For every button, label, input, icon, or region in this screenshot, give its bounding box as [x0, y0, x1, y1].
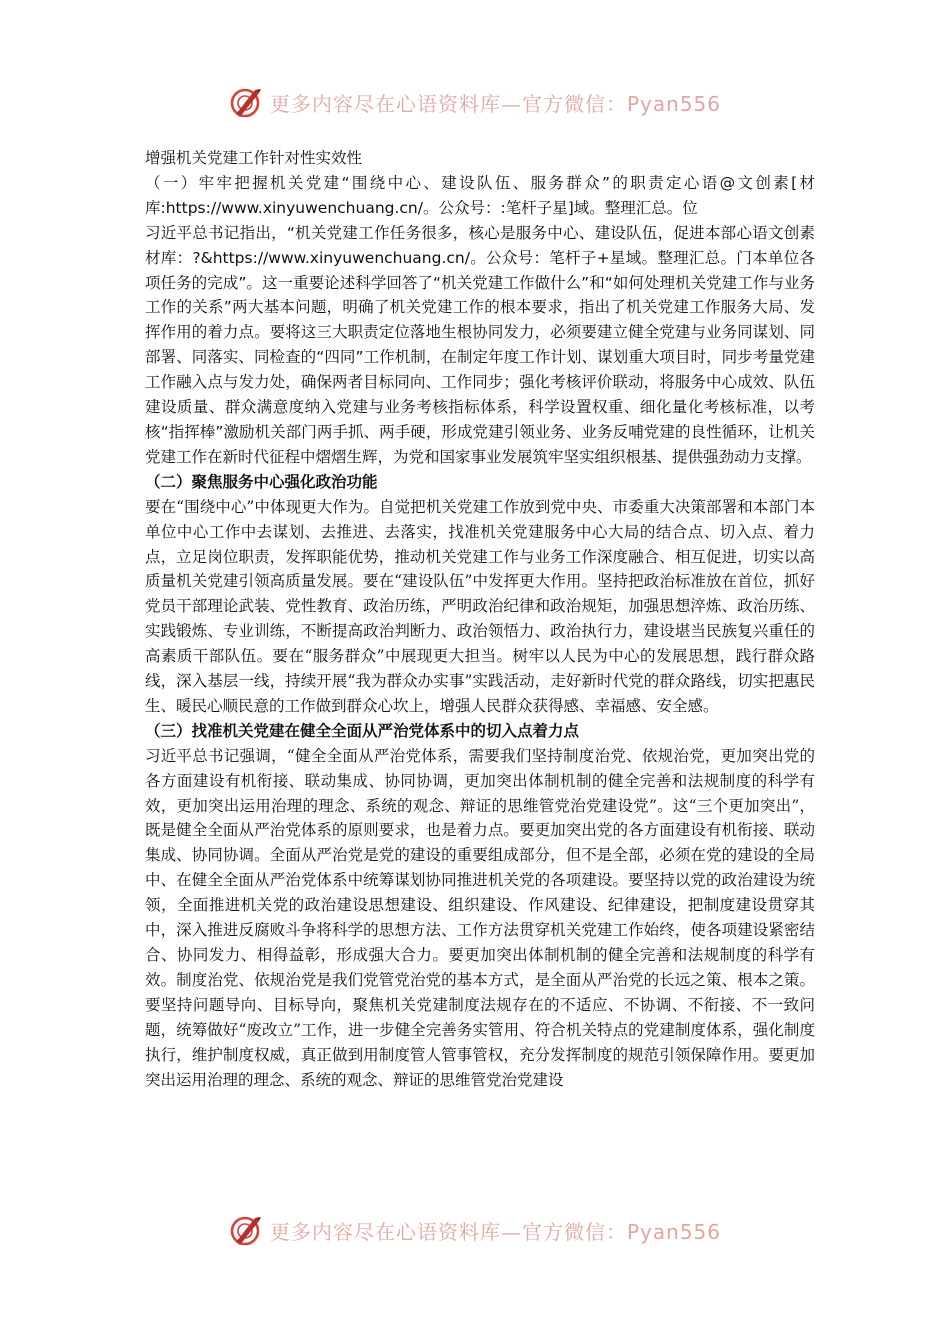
section-3-heading: （三）找准机关党建在健全全面从严治党体系中的切入点着力点	[145, 721, 580, 740]
logo-pen-circle-icon	[228, 84, 264, 120]
watermark-account: Pyan556	[627, 91, 722, 116]
watermark-text-bottom: 更多内容尽在心语资料库—官方微信：Pyan556	[270, 1219, 722, 1244]
section-1-heading-line	[145, 171, 815, 221]
section-1-heading: （一）牢牢把握机关党建“围绕中心、建设队伍、服务群众”的职责定心语@文创素[材库:https://www.xinyuwenchuang.cn/。公众号：:笔杆子星]域。整理汇总。位	[145, 173, 815, 217]
section-3-body: 习近平总书记强调，“健全全面从严治党体系，需要我们坚持制度治党、依规治党，更加突出党的各方面建设有机衔接、联动集成、协同协调，更加突出体制机制的健全完善和法规制度的科学有效，更加突出运用治理的理念、系统的观念、辩证的思维管党治党建设党”。这“三个更加突出”，既是健全全面从严治党体系的原则要求，也是着力点。要更加突出党的各方面建设有机衔接、联动集成、协同协调。全面从严治党是党的建设的重要组成部分，但不是全部，必须在党的建设的全局中、在健全全面从严治党体系中统筹谋划协同推进机关党的各项建设。要坚持以党的政治建设为统领，全面推进机关党的政治建设思想建设、组织建设、作风建设、纪律建设，把制度建设贯穿其中，深入推进反腐败斗争将科学的思想方法、工作方法贯穿机关党建工作始终，使各项建设紧密结合、协同发力、相得益彰，形成强大合力。要更加突出体制机制的健全完善和法规制度的科学有效。制度治党、依规治党是我们党管党治党的基本方式，是全面从严治党的长远之策、根本之策。要坚持问题导向、目标导向，聚焦机关党建制度法规存在的不适应、不协调、不衔接、不一致问题，统筹做好“废改立”工作，进一步健全完善务实管用、符合机关特点的党建制度体系，强化制度执行，维护制度权威，真正做到用制度管人管事管权，充分发挥制度的规范引领保障作用。要更加突出运用治理的理念、系统的观念、辩证的思维管党治党建设	[145, 746, 815, 1089]
section-2-heading: （二）聚焦服务中心强化政治功能	[145, 472, 378, 491]
watermark-text: 更多内容尽在心语资料库—官方微信：Pyan556	[270, 91, 722, 116]
section-1-body: 习近平总书记指出，“机关党建工作任务很多，核心是服务中心、建设队伍，促进本部心语文创素材库：?&https://www.xinyuwenchuang.cn/。公众号：笔杆子+星域。整理汇总。门本单位各项任务的完成”。这一重要论述科学回答了“机关党建工作做什么”和“如何处理机关党建工作与业务工作的关系”两大基本问题，明确了机关党建工作的根本要求，指出了机关党建工作服务大局、发挥作用的着力点。要将这三大职责定位落地生根协同发力，必须要建立健全党建与业务同谋划、同部署、同落实、同检查的“四同”工作机制，在制定年度工作计划、谋划重大项目时，同步考量党建工作融入点与发力处，确保两者目标同向、工作同步；强化考核评价联动，将服务中心成效、队伍建设质量、群众满意度纳入党建与业务考核指标体系，科学设置权重、细化量化考核标准，以考核“指挥棒”激励机关部门两手抓、两手硬，形成党建引领业务、业务反哺党建的良性循环，让机关党建工作在新时代征程中熠熠生辉，为党和国家事业发展筑牢坚实组织根基、提供强劲动力支撑。	[145, 223, 815, 466]
watermark-banner-bottom	[228, 1210, 748, 1250]
watermark-account-bottom: Pyan556	[627, 1219, 722, 1244]
document-body	[145, 146, 815, 1092]
section-2-body: 要在“围绕中心”中体现更大作为。自觉把机关党建工作放到党中央、市委重大决策部署和本部门本单位中心工作中去谋划、去推进、去落实，找准机关党建服务中心大局的结合点、切入点、着力点，立足岗位职责，发挥职能优势，推动机关党建工作与业务工作深度融合、相互促进，切实以高质量机关党建引领高质量发展。要在“建设队伍”中发挥更大作用。坚持把政治标准放在首位，抓好党员干部理论武装、党性教育、政治历练，严明政治纪律和政治规矩，加强思想淬炼、政治历练、实践锻炼、专业训练，不断提高政治判断力、政治领悟力、政治执行力，建设堪当民族复兴重任的高素质干部队伍。要在“服务群众”中展现更大担当。树牢以人民为中心的发展思想，践行群众路线，深入基层一线，持续开展“我为群众办实事”实践活动，走好新时代党的群众路线，切实把惠民生、暖民心顺民意的工作做到群众心坎上，增强人民群众获得感、幸福感、安全感。	[145, 497, 815, 715]
watermark-banner-top	[228, 82, 748, 122]
logo-pen-circle-icon	[228, 1212, 264, 1248]
document-title: 增强机关党建工作针对性实效性	[145, 149, 363, 167]
